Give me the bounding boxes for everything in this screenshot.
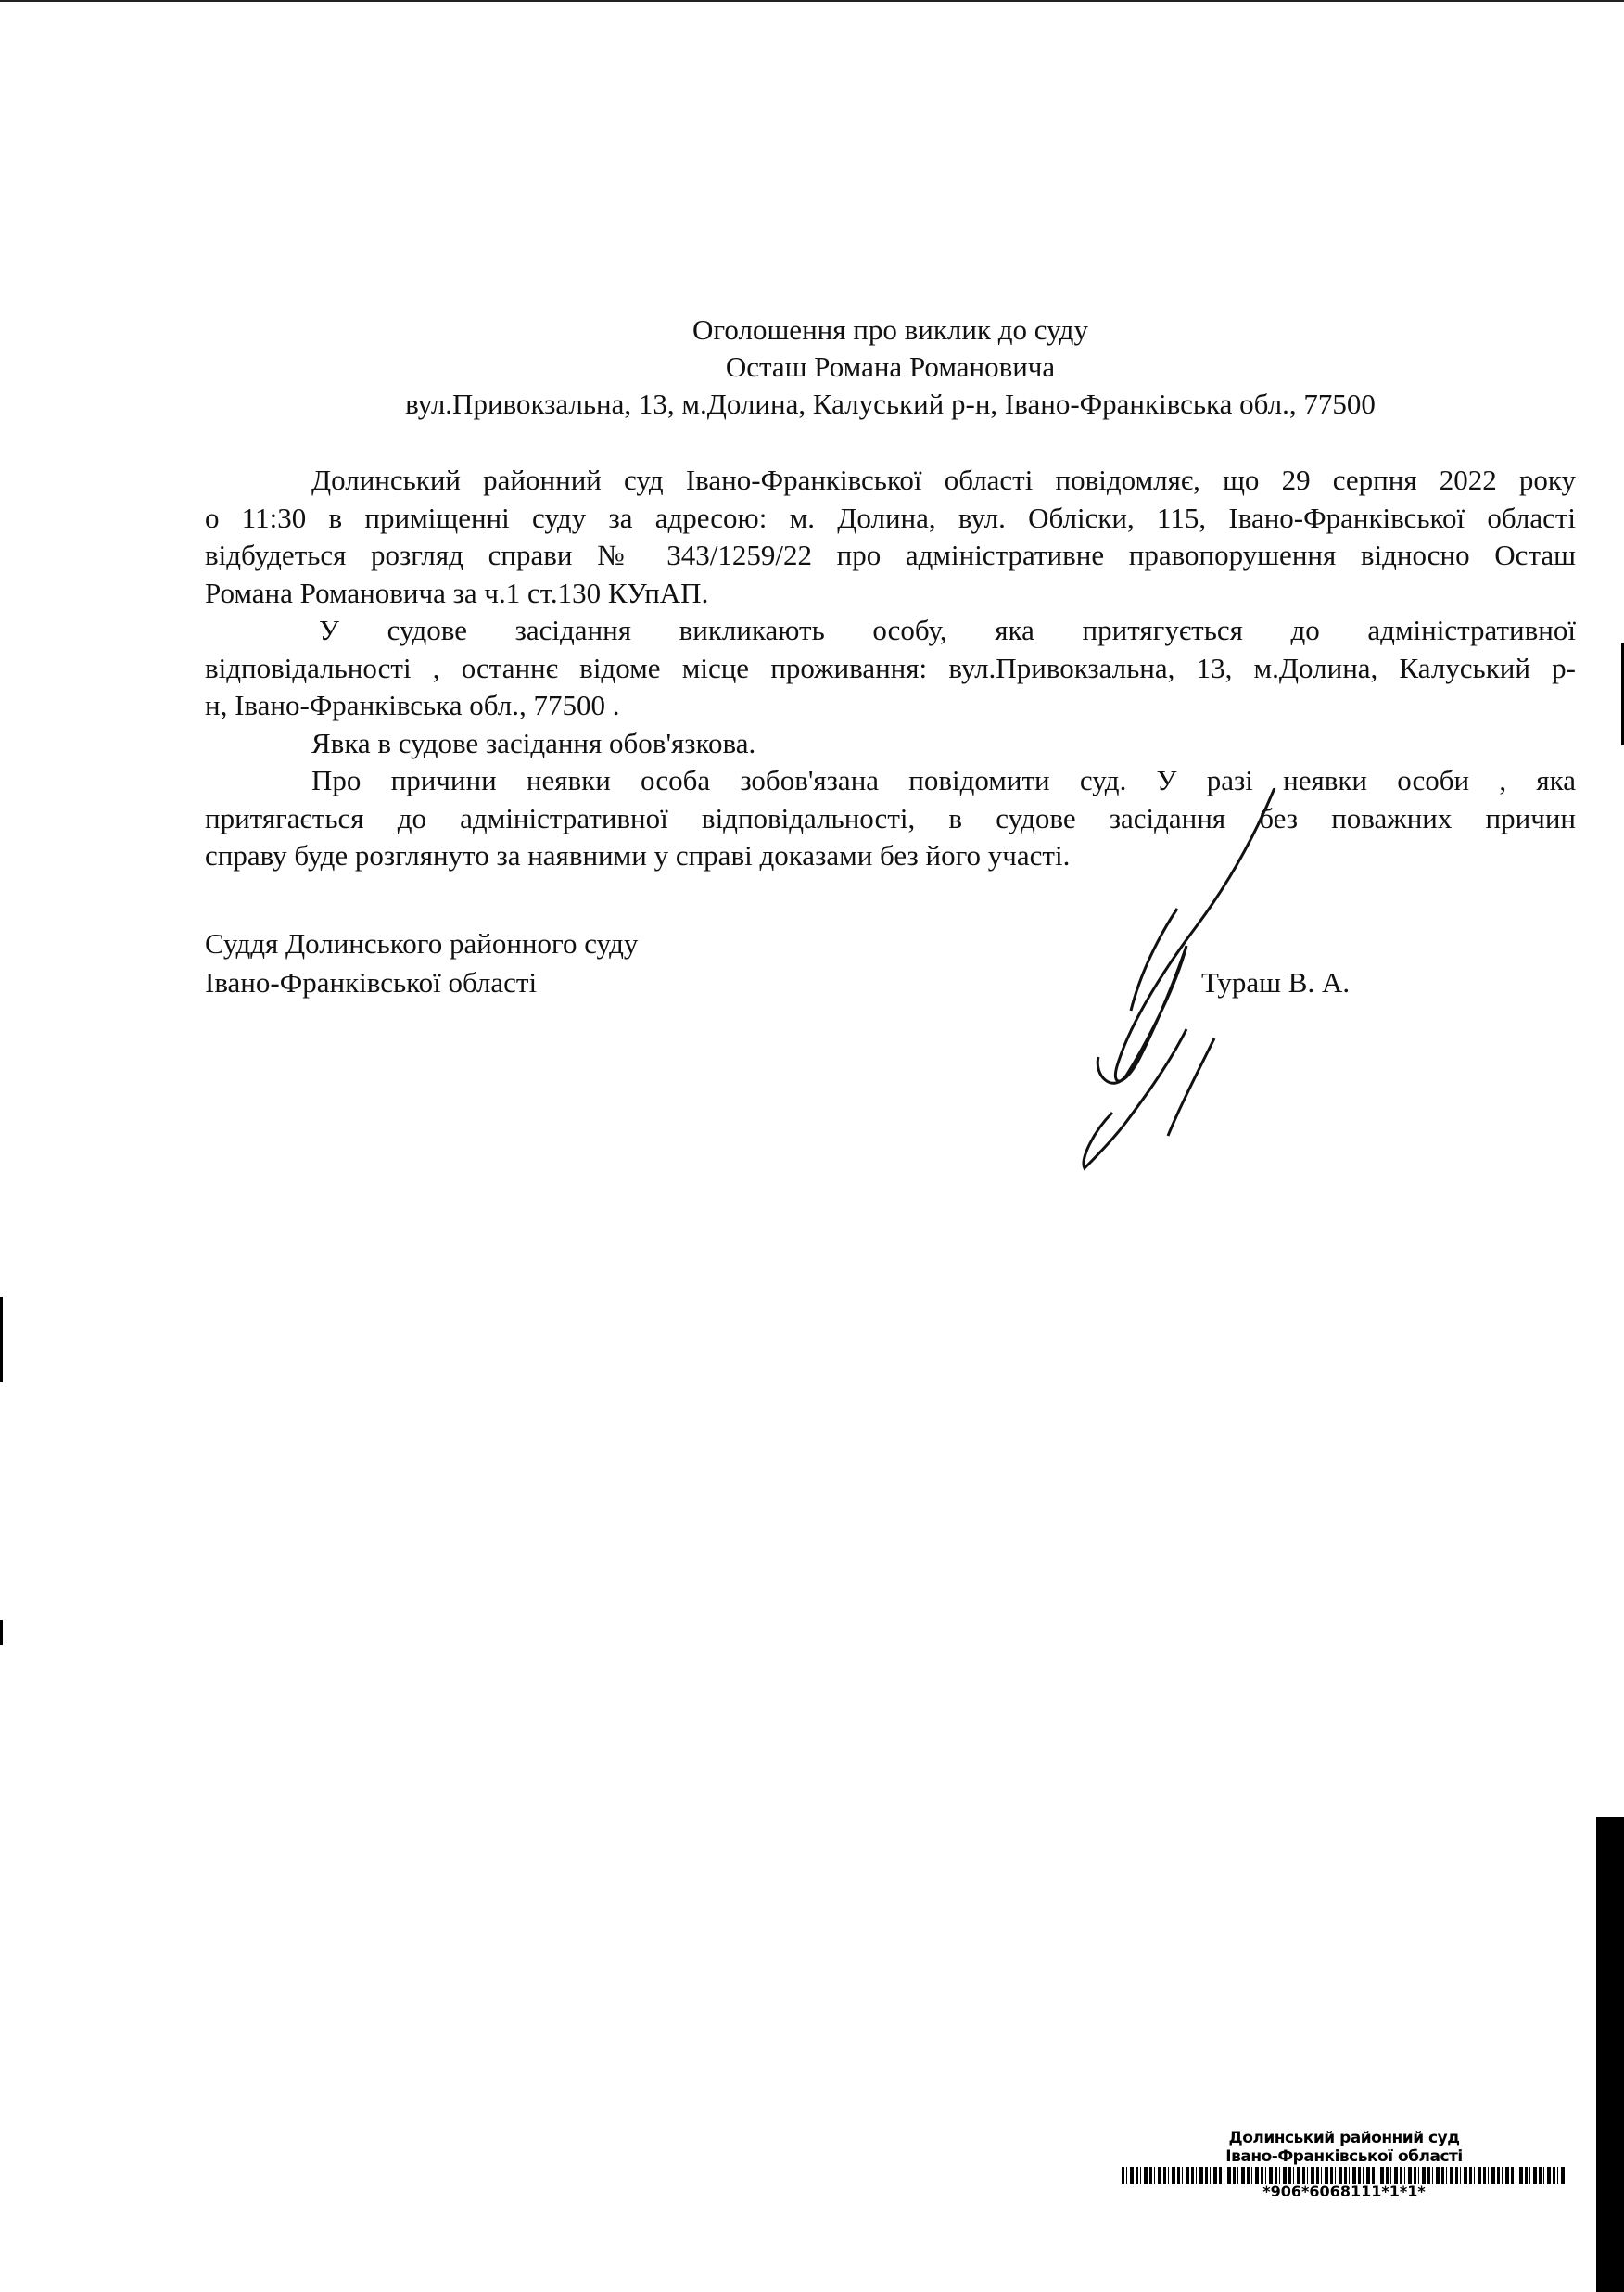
- text-line: Про причини неявки особа зобов'язана повідомити суд. У разі неявки особи , яка: [311, 764, 1576, 796]
- scan-edge-mark: [1596, 1817, 1624, 2292]
- judge-position: [205, 924, 638, 1002]
- barcode: [1122, 2167, 1567, 2184]
- text-line: н, Івано-Франківська обл., 77500 .: [205, 689, 620, 721]
- barcode-number: *906*6068111*1*1*: [1262, 2183, 1426, 2200]
- scan-top-edge: [0, 0, 1624, 2]
- text-line: Явка в судове засідання обов'язкова.: [311, 726, 756, 759]
- document-header: [205, 312, 1576, 423]
- document-body: [205, 462, 1576, 875]
- stamp-court-name: Долинський районний суд: [1228, 2129, 1460, 2147]
- paragraph-summons: [205, 612, 1576, 725]
- text-line: справу буде розглянуто за наявними у справі доказами без його участі.: [205, 839, 1071, 872]
- scan-edge-mark: [0, 1297, 3, 1382]
- text-line: о 11:30 в приміщенні суду за адресою: м. Долина, вул. Обліски, 115, Івано-Франківської області: [205, 501, 1576, 534]
- document-title: Оголошення про виклик до суду: [692, 313, 1088, 346]
- judge-name: Тураш В. А.: [1201, 966, 1351, 999]
- addressee-address: вул.Привокзальна, 13, м.Долина, Калуський р-н, Івано-Франківська обл., 77500: [405, 388, 1376, 420]
- text-line: У судове засідання викликають особу, яка притягується до адміністративної: [319, 614, 1576, 646]
- text-line: відбудеться розгляд справи № 343/1259/22 про адміністративне правопорушення відносно Осташ: [205, 539, 1576, 571]
- paragraph-attendance: [205, 725, 1576, 763]
- handwritten-signature: [1038, 788, 1298, 1178]
- scan-edge-mark: [0, 1620, 3, 1645]
- text-line: Романа Романовича за ч.1 ст.130 КУпАП.: [205, 576, 709, 609]
- text-line: Долинський районний суд Івано-Франківської області повідомляє, що 29 серпня 2022 року: [311, 464, 1576, 496]
- paragraph-hearing-notice: [205, 462, 1576, 612]
- stamp-region: Івано-Франківської області: [1225, 2147, 1463, 2166]
- addressee-name: Осташ Романа Романовича: [725, 350, 1056, 383]
- paragraph-absence: [205, 762, 1576, 875]
- judge-position-line: Івано-Франківської області: [205, 966, 538, 999]
- text-line: відповідальності , останнє відоме місце проживання: вул.Привокзальна, 13, м.Долина, Калуський р-: [205, 651, 1576, 684]
- text-line: притягається до адміністративної відповідальності, в судове засідання без поважних причин: [205, 801, 1576, 834]
- court-stamp: [1112, 2129, 1576, 2200]
- judge-position-line: Суддя Долинського районного суду: [205, 927, 639, 960]
